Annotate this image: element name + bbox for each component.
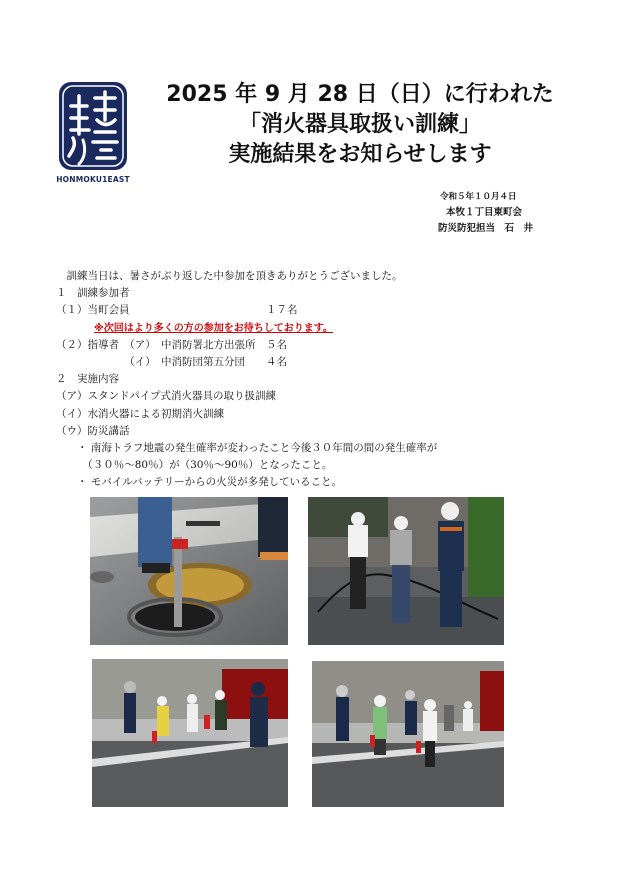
section-2-heading: ２ 実施内容 [56, 373, 119, 386]
participants-instructors-b: （イ） 中消防団第五分団 ４名 [56, 356, 287, 369]
title-line-2: 「消火器具取扱い訓練」 [238, 112, 481, 137]
title-line-1: 2025 年 9 月 28 日（日）に行われた [166, 82, 554, 107]
lecture-bullet-1: ・ 南海トラフ地震の発生確率が変わったこと今後３０年間の間の発生確率が [56, 442, 438, 455]
document-body [56, 268, 437, 492]
participant-2 [390, 516, 412, 623]
logo [57, 80, 129, 188]
participants-instructors-a: （２）指導者 （ア） 中消防署北方出張所 ５名 [56, 338, 287, 351]
organization: 本牧１丁目東町会 [446, 207, 523, 218]
photo-hose-training [308, 497, 504, 645]
participants-members: （１）当町会員 １７名 [56, 304, 298, 317]
photo-standpipe [90, 497, 288, 645]
lecture-bullet-1-cont: （３０％～80％）が（30％～90％）となったこと。 [56, 459, 333, 472]
photo-extinguisher-drill-1 [92, 659, 288, 807]
participant-1 [348, 512, 368, 609]
sender-info [436, 189, 533, 237]
content-item-b: （イ）水消火器による初期消火訓練 [56, 407, 224, 420]
content-item-c: （ウ）防災講話 [56, 424, 130, 437]
lecture-bullet-2: ・ モバイルバッテリーからの火災が多発していること。 [56, 476, 343, 489]
intro-text: 訓練当日は、暑さがぶり返した中参加を頂きありがとうございました。 [56, 270, 403, 282]
document-title [150, 80, 570, 170]
photo-extinguisher-drill-2 [312, 661, 504, 807]
issue-date: 令和５年１０月４日 [440, 192, 517, 202]
section-1-heading: １ 訓練参加者 [56, 287, 130, 300]
logo-text: HONMOKU1EAST [56, 175, 130, 184]
honmoku-seal-icon [57, 80, 129, 172]
participation-note: ※次回はより多くの方の参加をお待ちしております。 [94, 322, 333, 334]
content-item-a: （ア）スタンドパイプ式消火器具の取り扱訓練 [56, 390, 276, 403]
title-line-3: 実施結果をお知らせします [228, 142, 492, 167]
contact-person: 防災防犯担当 石 井 [438, 223, 534, 234]
